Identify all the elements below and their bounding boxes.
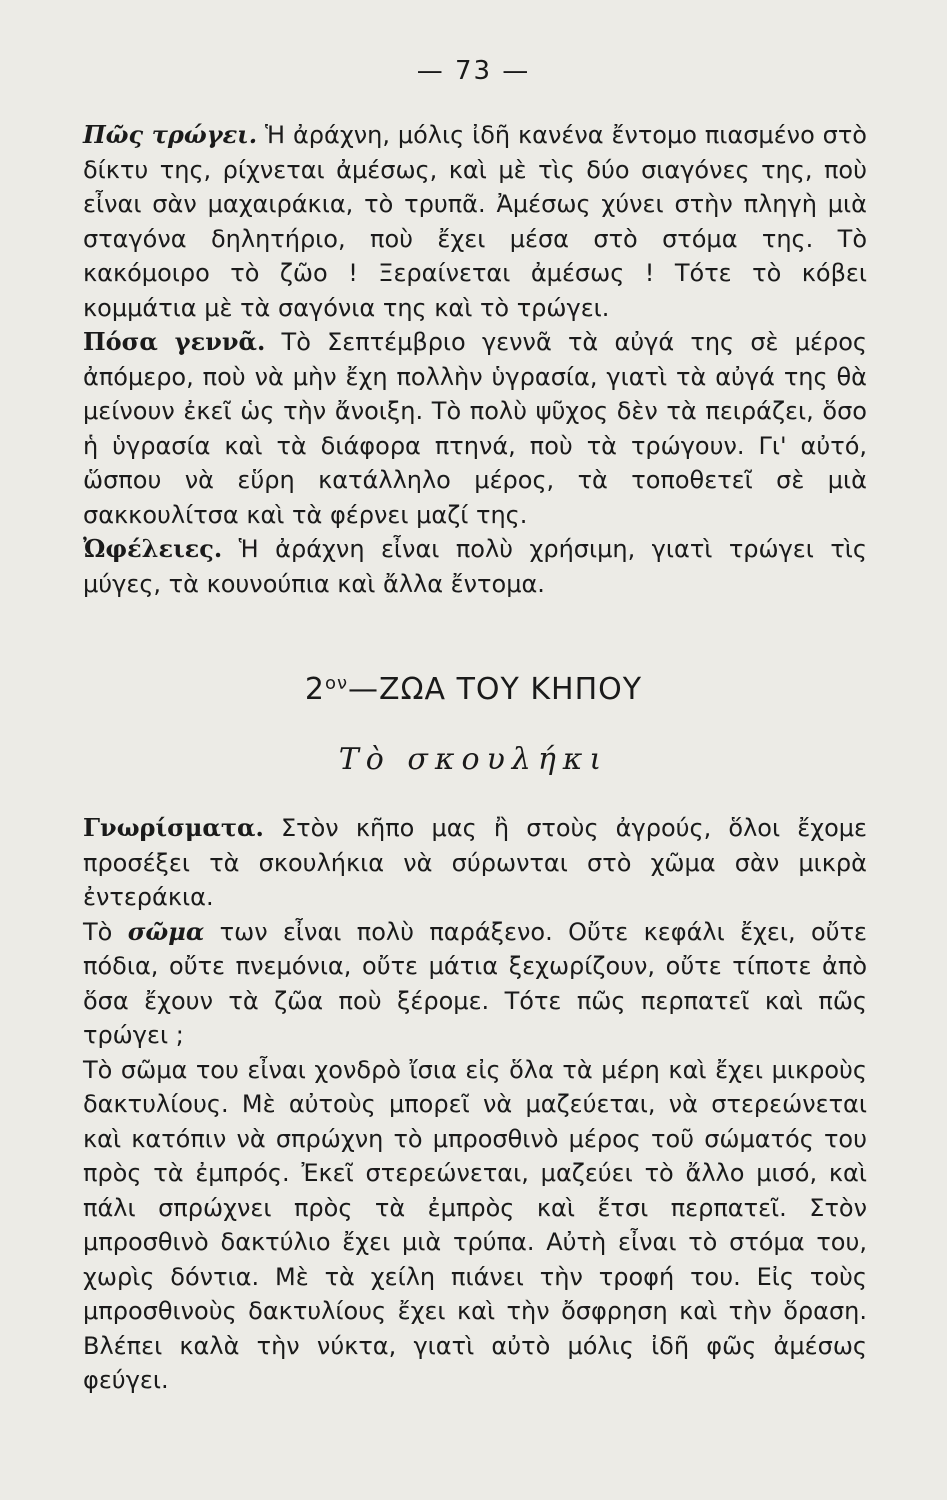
paragraph-lead-characteristics: Γνωρίσματα.: [83, 813, 264, 842]
paragraph-body: [83, 915, 867, 1053]
paragraph-movement: Τὸ σῶμα του εἶναι χονδρὸ ἴσια εἰς ὅλα τὰ μέρη καὶ ἔχει μικροὺς δακτυλίους. Μὲ αὐτοὺς μπορεῖ νὰ μαζεύεται, νὰ στερεώνεται καὶ κατόπιν νὰ σπρώχνη τὸ μπροσθινὸ μέρος τοῦ σώματός του πρὸς τὰ ἐμπρός. Ἐκεῖ στερεώνεται, μαζεύει τὸ ἄλλο μισό, καὶ πάλι σπρώχνει πρὸς τὰ ἐμπρὸς καὶ ἔτσι περπατεῖ. Στὸν μπροσθινὸ δακτύλιο ἔχει μιὰ τρύπα. Αὐτὴ εἶναι τὸ στόμα του, χωρὶς δόντια. Μὲ τὰ χείλη πιάνει τὴν τροφή του. Εἰς τοὺς μπροσθινοὺς δακτυλίους ἔχει καὶ τὴν ὄσφρηση καὶ τὴν ὅραση. Βλέπει καλὰ τὴν νύκτα, γιατὶ αὐτὸ μόλις ἰδῆ φῶς ἀμέσως φεύγει.: [83, 1055, 867, 1394]
paragraph-body-emphasis: σῶμα: [127, 916, 205, 946]
paragraph-text-benefits: Ἡ ἀράχνη εἶναι πολὺ χρήσιμη, γιατὶ τρώγει τὶς μύγες, τὰ κουνούπια καὶ ἄλλα ἔντομα.: [83, 535, 867, 598]
paragraph-lead-how-many: Πόσα γεννᾶ.: [83, 327, 266, 356]
paragraph-benefits: [83, 532, 867, 601]
paragraph-body-text: των εἶναι πολὺ παράξενο. Οὔτε κεφάλι ἔχει, οὔτε πόδια, οὔτε πνεμόνια, οὔτε μάτια ξεχωρίζουν, οὔτε τίποτε ἀπὸ ὅσα ἔχουν τὰ ζῶα ποὺ ξέρομε. Τότε πῶς περπατεῖ καὶ πῶς τρώγει ;: [83, 917, 867, 1049]
chapter-heading: [0, 672, 947, 707]
paragraph-text-how-many: Τὸ Σεπτέμβριο γεννᾶ τὰ αὐγά της σὲ μέρος ἀπόμερο, ποὺ νὰ μὴν ἔχη πολλὴν ὑγρασία, γιατὶ τὰ αὐγά της θὰ μείνουν ἐκεῖ ὡς τὴν ἄνοιξη. Τὸ πολὺ ψῦχος δὲν τὰ πειράζει, ὅσο ἡ ὑγρασία καὶ τὰ διάφορα πτηνά, ποὺ τὰ τρώγουν. Γι' αὐτό, ὥσπου νὰ εὕρη κατάλληλο μέρος, τὰ τοποθετεῖ σὲ μιὰ σακκουλίτσα καὶ τὰ φέρνει μαζί της.: [83, 328, 867, 529]
paragraph-text-how-it-eats: Ἡ ἀράχνη, μόλις ἰδῆ κανένα ἔντομο πιασμένο στὸ δίκτυ της, ρίχνεται ἀμέσως, καὶ μὲ τὶς δύο σιαγόνες της, ποὺ εἶναι σὰν μαχαιράκια, τὸ τρυπᾶ. Ἀμέσως χύνει στὴν πληγὴ μιὰ σταγόνα δηλητήριο, ποὺ ἔχει μέσα στὸ στόμα της. Τὸ κακόμοιρο τὸ ζῶο ! Ξεραίνεται ἀμέσως ! Τότε τὸ κόβει κομμάτια μὲ τὰ σαγόνια της καὶ τὸ τρώγει.: [83, 121, 867, 322]
worm-section: [83, 811, 867, 1398]
paragraph-text-characteristics: Στὸν κῆπο μας ἢ στοὺς ἀγρούς, ὅλοι ἔχομε προσέξει τὰ σκουλήκια νὰ σύρωνται στὸ χῶμα σὰν μικρὰ ἐντεράκια.: [83, 814, 867, 911]
chapter-title: —ΖΩΑ ΤΟΥ ΚΗΠΟΥ: [348, 672, 643, 707]
spider-section: [83, 118, 867, 601]
paragraph-how-it-eats: [83, 118, 867, 325]
paragraph-characteristics: [83, 811, 867, 915]
chapter-number: 2: [304, 672, 325, 707]
section-title: Τὸ σκουλήκι: [338, 742, 609, 777]
paragraph-how-many-it-lays: [83, 325, 867, 532]
paragraph-lead-how-it-eats: Πῶς τρώγει.: [83, 120, 258, 149]
page-number: — 73 —: [416, 56, 531, 86]
paragraph-lead-benefits: Ὠφέλειες.: [83, 534, 223, 563]
chapter-ordinal-suffix: ον: [324, 673, 349, 694]
paragraph-body-pre: Τὸ: [83, 917, 128, 946]
